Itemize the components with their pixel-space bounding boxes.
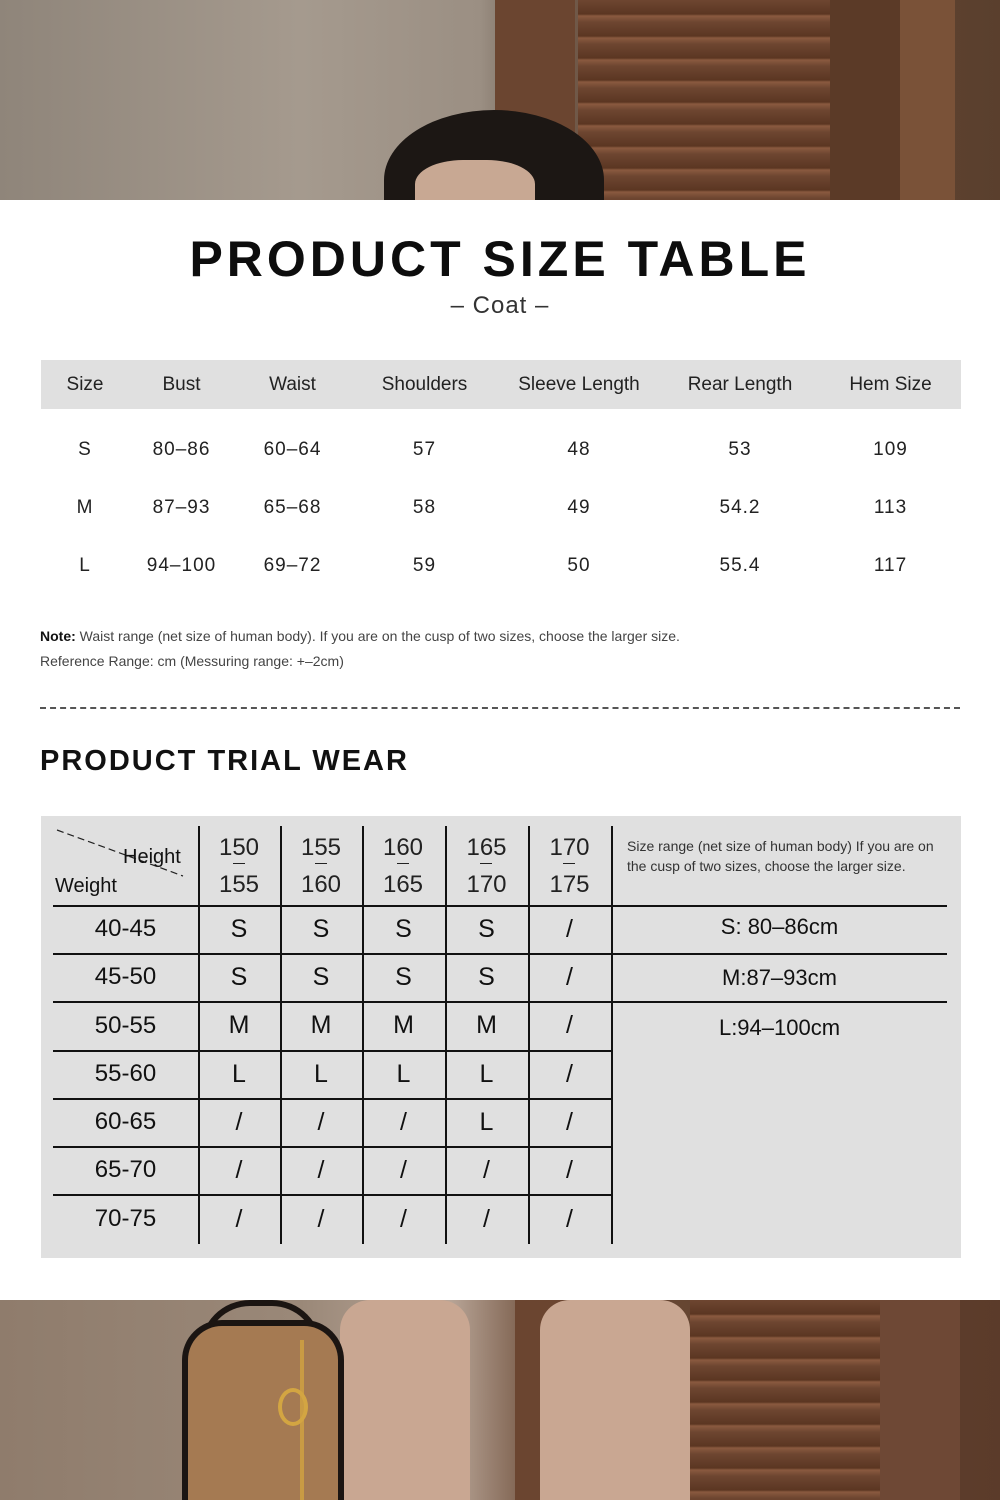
size-recommendation-cell: S xyxy=(312,962,330,991)
table-cell: 80–86 xyxy=(152,439,211,460)
size-recommendation-cell: / xyxy=(400,1155,407,1184)
trial-wear-table xyxy=(41,816,961,1258)
note-label: Note: xyxy=(40,628,76,644)
size-recommendation-cell: / xyxy=(566,1204,573,1233)
table-cell: 57 xyxy=(412,439,437,460)
dashed-divider xyxy=(40,707,960,709)
table-cell: L xyxy=(79,555,91,576)
height-range-header: 170 175 xyxy=(528,829,611,903)
page-subtitle: – Coat – xyxy=(450,292,550,319)
size-recommendation-cell: L xyxy=(232,1059,246,1088)
table-header-row xyxy=(41,360,961,409)
size-recommendation-cell: / xyxy=(483,1155,490,1184)
grid-vertical-line xyxy=(611,826,613,1244)
size-recommendation-cell: M xyxy=(393,1011,414,1039)
weight-range-label: 55-60 xyxy=(94,1060,157,1087)
grid-horizontal-line xyxy=(611,953,947,955)
size-recommendation-cell: / xyxy=(317,1107,325,1136)
table-cell: 54.2 xyxy=(719,497,761,518)
size-recommendation-cell: / xyxy=(566,962,573,991)
size-recommendation-cell: / xyxy=(566,1059,573,1088)
size-recommendation-cell: / xyxy=(566,1155,573,1184)
table-cell: M xyxy=(76,497,94,518)
table-cell: 55.4 xyxy=(719,555,761,576)
table-cell: 48 xyxy=(567,439,591,460)
background-photo-top xyxy=(0,0,1000,200)
size-note xyxy=(40,624,680,674)
weight-range-label: 45-50 xyxy=(94,963,157,990)
weight-range-label: 60-65 xyxy=(94,1108,157,1135)
product-size-table xyxy=(41,360,961,595)
size-recommendation-cell: / xyxy=(317,1204,325,1233)
table-cell: 69–72 xyxy=(263,555,322,576)
table-cell: 53 xyxy=(728,439,752,460)
column-header: Bust xyxy=(129,360,234,409)
table-row xyxy=(41,409,961,479)
table-cell: 113 xyxy=(873,497,908,518)
corner-weight-label: Weight xyxy=(55,875,117,897)
column-header: Hem Size xyxy=(820,360,961,409)
reference-range-note: Reference Range: cm (Messuring range: +–2cm) xyxy=(40,653,344,669)
bust-range-s: S: 80–86cm xyxy=(720,914,839,939)
height-range-header: 150 155 xyxy=(198,829,280,903)
size-recommendation-cell: M xyxy=(476,1011,497,1039)
size-recommendation-cell: / xyxy=(317,1155,325,1184)
weight-range-label: 65-70 xyxy=(94,1156,157,1183)
size-recommendation-cell: / xyxy=(566,1107,573,1136)
height-range-header: 155 160 xyxy=(280,829,362,903)
grid-horizontal-line xyxy=(611,905,947,907)
size-recommendation-cell: M xyxy=(228,1011,250,1039)
size-range-note: Size range (net size of human body) If you are on the cusp of two sizes, choose the larger size. xyxy=(627,838,934,874)
size-recommendation-cell: / xyxy=(566,1011,573,1039)
weight-range-label: 50-55 xyxy=(94,1011,157,1039)
bust-range-l: L:94–100cm xyxy=(718,1015,841,1040)
size-recommendation-cell: / xyxy=(400,1107,407,1136)
column-header: Rear Length xyxy=(660,360,820,409)
height-range-header: 160 165 xyxy=(362,829,444,903)
page-title: PRODUCT SIZE TABLE xyxy=(189,231,811,287)
size-recommendation-cell: / xyxy=(566,914,573,943)
size-recommendation-cell: M xyxy=(310,1011,332,1039)
size-recommendation-cell: S xyxy=(395,914,412,943)
table-cell: 109 xyxy=(873,439,908,460)
grid-horizontal-line xyxy=(611,1001,947,1003)
size-recommendation-cell: S xyxy=(395,962,412,991)
background-photo-bottom xyxy=(0,1300,1000,1500)
size-recommendation-cell: L xyxy=(479,1059,494,1088)
column-header: Size xyxy=(41,360,129,409)
table-cell: 94–100 xyxy=(146,555,217,576)
bust-range-m: M:87–93cm xyxy=(722,965,837,990)
column-header: Waist xyxy=(234,360,351,409)
height-range-header: 165 170 xyxy=(445,829,528,903)
size-recommendation-cell: / xyxy=(400,1204,407,1233)
column-header: Sleeve Length xyxy=(498,360,660,409)
note-text: Waist range (net size of human body). If you are on the cusp of two sizes, choose the larger size. xyxy=(75,628,680,644)
table-cell: S xyxy=(78,439,92,460)
size-recommendation-cell: S xyxy=(478,962,495,991)
table-cell: 58 xyxy=(412,497,437,518)
size-recommendation-cell: S xyxy=(230,914,248,943)
column-header: Shoulders xyxy=(351,360,498,409)
table-row xyxy=(41,479,961,537)
size-recommendation-cell: S xyxy=(478,914,495,943)
table-cell: 65–68 xyxy=(263,497,322,518)
table-cell: 59 xyxy=(412,555,437,576)
trial-wear-title: PRODUCT TRIAL WEAR xyxy=(40,745,409,777)
table-cell: 87–93 xyxy=(152,497,211,518)
size-recommendation-cell: L xyxy=(479,1107,494,1136)
table-cell: 49 xyxy=(567,497,591,518)
table-cell: 60–64 xyxy=(263,439,322,460)
table-row xyxy=(41,537,961,595)
size-recommendation-cell: / xyxy=(483,1204,490,1233)
table-cell: 50 xyxy=(567,555,591,576)
weight-range-label: 40-45 xyxy=(94,915,157,942)
size-recommendation-cell: / xyxy=(235,1204,243,1233)
size-recommendation-cell: / xyxy=(235,1107,243,1136)
size-recommendation-cell: S xyxy=(312,914,330,943)
size-recommendation-cell: / xyxy=(235,1155,243,1184)
size-recommendation-cell: L xyxy=(396,1059,411,1088)
size-recommendation-cell: L xyxy=(314,1059,328,1088)
table-cell: 117 xyxy=(873,555,908,576)
corner-height-label: Height xyxy=(123,846,181,868)
size-chart-panel xyxy=(0,200,1000,1300)
weight-range-label: 70-75 xyxy=(94,1205,157,1232)
size-recommendation-cell: S xyxy=(230,962,248,991)
